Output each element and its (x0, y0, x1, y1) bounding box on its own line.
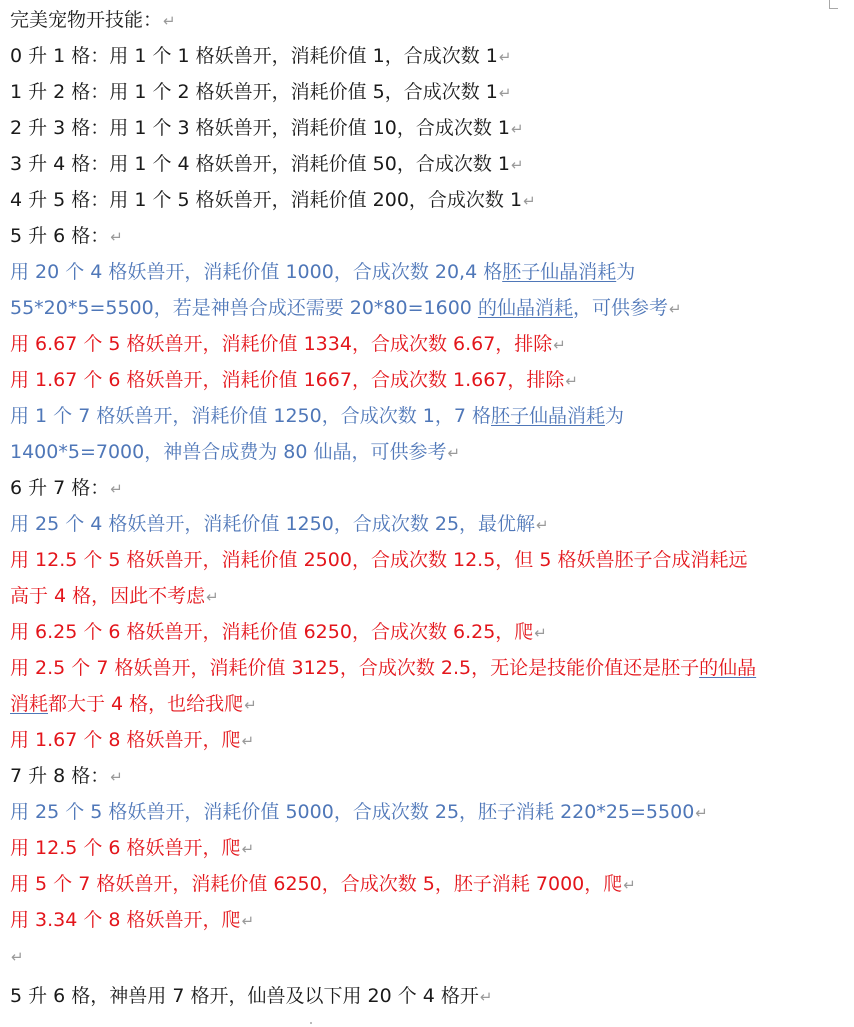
paragraph-mark-icon: ↵ (553, 336, 566, 354)
paragraph-mark-icon: ↵ (206, 588, 219, 606)
section-heading: 7 升 8 格：↵ (10, 765, 123, 787)
text-line: 用 25 个 5 格妖兽开，消耗价值 5000，合成次数 25，胚子消耗 220*25=5500↵ (10, 801, 708, 823)
text-line: 0 升 1 格：用 1 个 1 格妖兽开，消耗价值 1，合成次数 1↵ (10, 45, 512, 67)
text-line: 用 2.5 个 7 格妖兽开，消耗价值 3125，合成次数 2.5，无论是技能价值还是胚子的仙晶 (10, 657, 757, 679)
paragraph-mark-icon: ↵ (623, 876, 636, 894)
paragraph-mark-icon: ↵ (565, 372, 578, 390)
paragraph-mark-icon: ↵ (110, 768, 123, 786)
text-line: 2 升 3 格：用 1 个 3 格妖兽开，消耗价值 10，合成次数 1↵ (10, 117, 524, 139)
stray-dot (310, 1022, 312, 1024)
text-line: 3 升 4 格：用 1 个 4 格妖兽开，消耗价值 50，合成次数 1↵ (10, 153, 524, 175)
empty-line (10, 938, 24, 974)
paragraph-mark-icon: ↵ (668, 300, 682, 318)
section-heading: 5 升 6 格：↵ (10, 225, 123, 247)
paragraph-mark-icon: ↵ (510, 120, 524, 138)
doc-title: 完美宠物开技能：↵ (10, 9, 176, 31)
text-line: 用 3.34 个 8 格妖兽开，爬↵ (10, 909, 255, 931)
text-line: 4 升 5 格：用 1 个 5 格妖兽开，消耗价值 200，合成次数 1↵ (10, 189, 536, 211)
paragraph-mark-icon: ↵ (110, 480, 123, 498)
paragraph-mark-icon: ↵ (244, 696, 257, 714)
section-heading: 6 升 7 格：↵ (10, 477, 123, 499)
text-line: 用 5 个 7 格妖兽开，消耗价值 6250，合成次数 5，胚子消耗 7000，爬↵ (10, 873, 636, 895)
text-line: 1400*5=7000，神兽合成费为 80 仙晶，可供参考↵ (10, 441, 461, 463)
underlined-text: 胚子仙晶消耗 (491, 405, 606, 427)
paragraph-mark-icon: ↵ (447, 444, 461, 462)
underlined-text: 的仙晶 (699, 657, 757, 679)
paragraph-mark-icon: ↵ (510, 156, 524, 174)
page-corner-mark (829, 0, 838, 9)
paragraph-mark-icon: ↵ (241, 840, 255, 858)
paragraph-mark-icon: ↵ (695, 804, 708, 822)
text-line: 用 6.67 个 5 格妖兽开，消耗价值 1334，合成次数 6.67，排除↵ (10, 333, 566, 355)
text-line: 用 12.5 个 6 格妖兽开，爬↵ (10, 837, 255, 859)
text-line: 用 6.25 个 6 格妖兽开，消耗价值 6250，合成次数 6.25，爬↵ (10, 621, 547, 643)
text-line: 用 1.67 个 6 格妖兽开，消耗价值 1667，合成次数 1.667，排除↵ (10, 369, 578, 391)
text-line: 高于 4 格，因此不考虑↵ (10, 585, 219, 607)
text-line: 1 升 2 格：用 1 个 2 格妖兽开，消耗价值 5，合成次数 1↵ (10, 81, 512, 103)
paragraph-mark-icon: ↵ (110, 228, 123, 246)
paragraph-mark-icon: ↵ (479, 988, 493, 1006)
text-line: 用 1 个 7 格妖兽开，消耗价值 1250，合成次数 1，7 格胚子仙晶消耗为 (10, 405, 625, 427)
underlined-text: 胚子仙晶消耗 (502, 261, 617, 283)
summary-line: 5 升 6 格，神兽用 7 格开，仙兽及以下用 20 个 4 格开↵ (10, 985, 493, 1007)
paragraph-mark-icon: ↵ (498, 48, 512, 66)
underlined-text: 消耗 (10, 693, 49, 715)
text-line: 消耗都大于 4 格，也给我爬↵ (10, 693, 257, 715)
paragraph-mark-icon: ↵ (523, 192, 536, 210)
paragraph-mark-icon: ↵ (241, 912, 255, 930)
text-line: 用 1.67 个 8 格妖兽开，爬↵ (10, 729, 255, 751)
text-line: 用 25 个 4 格妖兽开，消耗价值 1250，合成次数 25，最优解↵ (10, 513, 549, 535)
paragraph-mark-icon: ↵ (163, 12, 176, 30)
text-line: 用 20 个 4 格妖兽开，消耗价值 1000，合成次数 20,4 格胚子仙晶消耗为 (10, 261, 636, 283)
paragraph-mark-icon: ↵ (536, 516, 549, 534)
text-line: 55*20*5=5500，若是神兽合成还需要 20*80=1600 的仙晶消耗，可供参考↵ (10, 297, 682, 319)
paragraph-mark-icon: ↵ (241, 732, 255, 750)
underlined-text: 的仙晶消耗 (477, 297, 573, 319)
text-line: 用 12.5 个 5 格妖兽开，消耗价值 2500，合成次数 12.5，但 5 格妖兽胚子合成消耗远 (10, 549, 748, 571)
paragraph-mark-icon: ↵ (534, 624, 547, 642)
paragraph-mark-icon: ↵ (11, 948, 24, 966)
paragraph-mark-icon: ↵ (498, 84, 512, 102)
